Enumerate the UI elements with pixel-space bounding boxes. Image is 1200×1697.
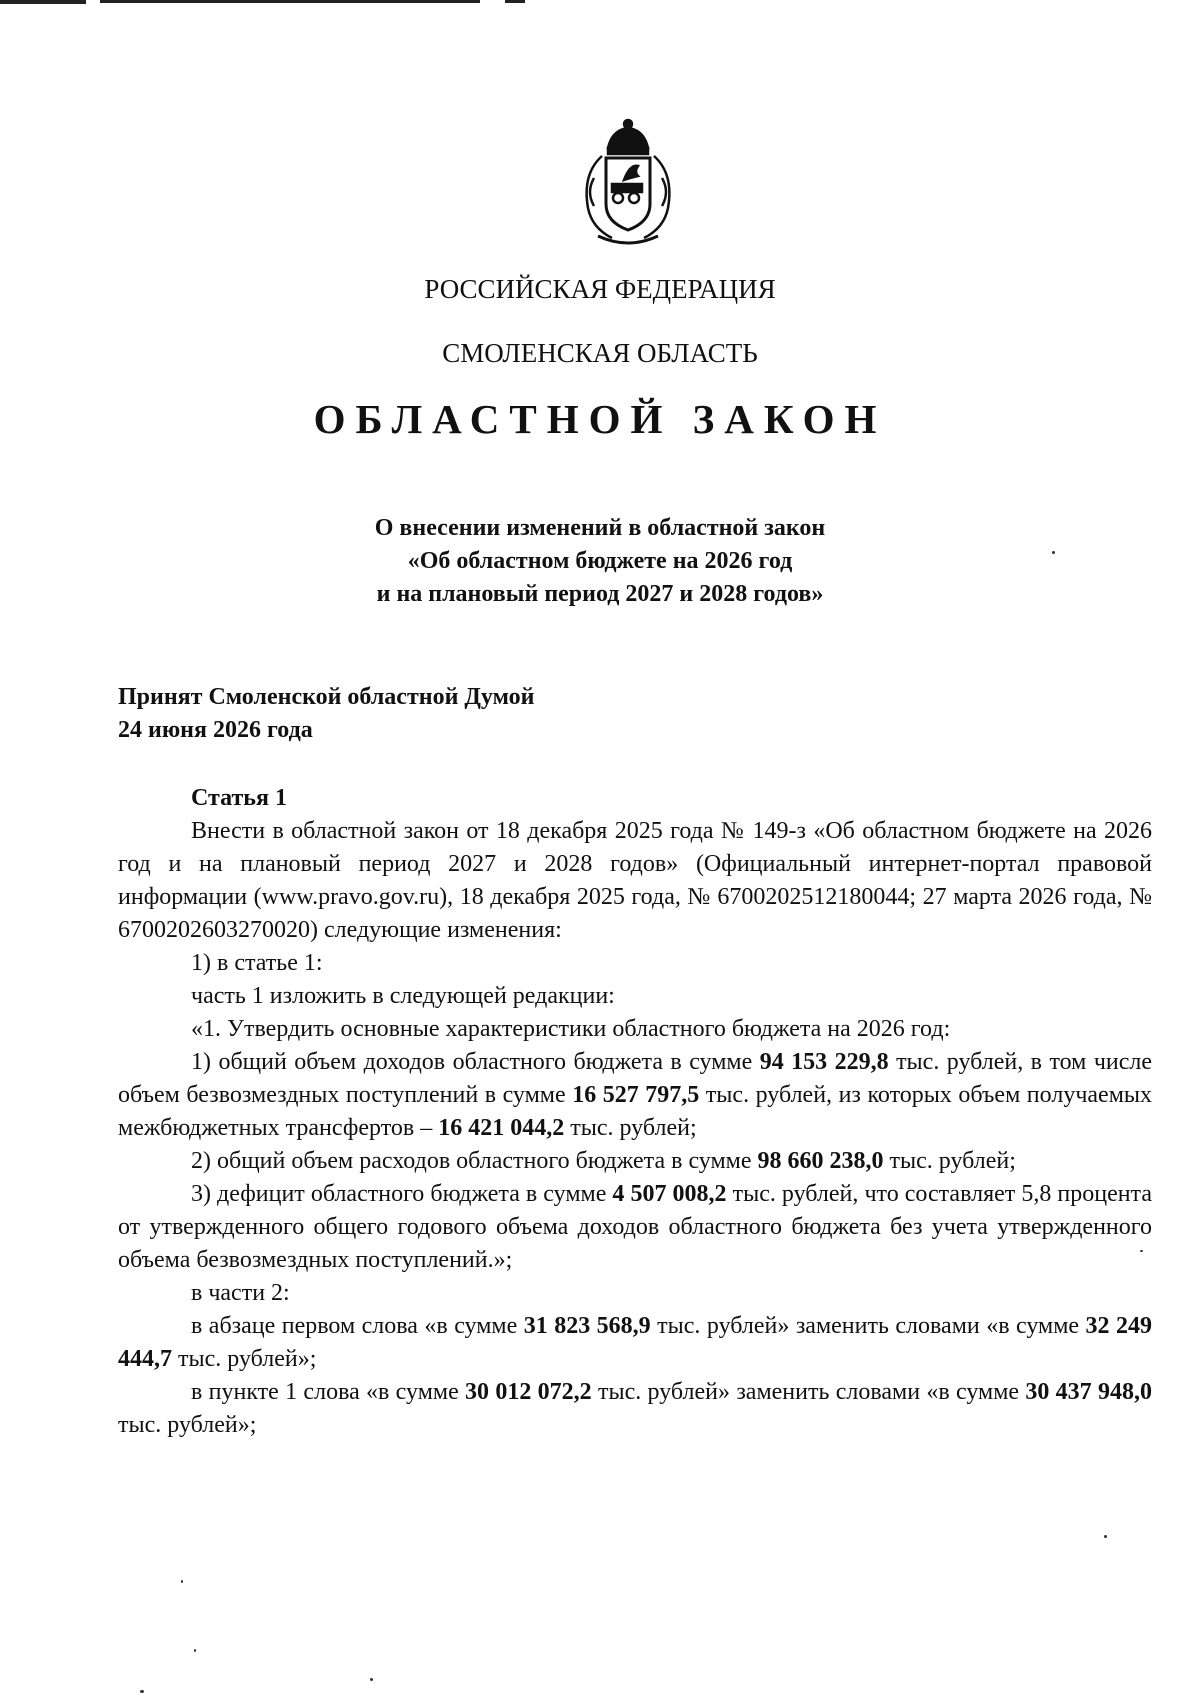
text-fragment: тыс. рублей, что составляет 5,8 процента от утвержденного общего годового объема доходов областного бюджета без учета утвержденного объема безвозмездных поступлений.»; [118, 1181, 1152, 1273]
amount-value: 4 507 008,2 [612, 1181, 727, 1207]
expenses-paragraph [118, 1145, 1152, 1178]
text-fragment: тыс. рублей; [564, 1115, 697, 1141]
text-fragment: 1) общий объем доходов областного бюджета в сумме [191, 1049, 760, 1075]
amount-value: 30 437 948,0 [1025, 1379, 1152, 1405]
country-heading: РОССИЙСКАЯ ФЕДЕРАЦИЯ [424, 274, 776, 304]
amount-value: 32 249 444,7 [118, 1313, 1152, 1372]
region-heading: СМОЛЕНСКАЯ ОБЛАСТЬ [442, 338, 758, 368]
law-title-line: «Об областном бюджете на 2026 год [407, 548, 793, 574]
replacement-paragraph [118, 1310, 1152, 1376]
amendment-part-intro: в части 2: [191, 1280, 290, 1306]
amount-value: 16 527 797,5 [572, 1082, 700, 1108]
text-fragment: тыс. рублей, в том числе объем безвозмездных поступлений в сумме [118, 1049, 1153, 1108]
amendment-part-intro: часть 1 изложить в следующей редакции: [191, 983, 615, 1009]
text-fragment: тыс. рублей» заменить словами «в сумме [591, 1379, 1026, 1405]
text-fragment: тыс. рублей, из которых объем получаемых межбюджетных трансфертов – [118, 1082, 1153, 1141]
amount-value: 31 823 568,9 [523, 1313, 651, 1339]
text-fragment: тыс. рублей»; [172, 1346, 317, 1372]
coat-of-arms-icon [568, 118, 688, 250]
text-fragment: в пункте 1 слова «в сумме [191, 1379, 466, 1405]
text-fragment: тыс. рублей» заменить словами «в сумме [650, 1313, 1086, 1339]
text-fragment: 3) дефицит областного бюджета в сумме [191, 1181, 613, 1207]
adoption-date: 24 июня 2026 года [118, 717, 313, 743]
amount-value: 30 012 072,2 [465, 1379, 592, 1405]
article-heading: Статья 1 [191, 785, 287, 811]
adoption-note [118, 681, 534, 747]
article-intro: Внести в областной закон от 18 декабря 2025 года № 149-з «Об областном бюджете на 2026 год и на плановый период 2027 и 2028 годов» (Официальный интернет-портал правовой информации (www.pravo.gov.ru), 18 декабря 2025 года, № 6700202512180044; 27 марта 2026 года, № 6700202603270020) следующие изменения: [118, 818, 1152, 943]
law-title-line: и на плановый период 2027 и 2028 годов» [376, 581, 824, 607]
amount-value: 94 153 229,8 [759, 1049, 889, 1075]
deficit-paragraph [118, 1178, 1152, 1277]
adoption-body: Принят Смоленской областной Думой [118, 684, 535, 710]
text-fragment: тыс. рублей; [883, 1148, 1016, 1174]
article-body [118, 782, 1152, 1442]
law-title [0, 512, 1200, 611]
amendment-item: 1) в статье 1: [191, 950, 323, 976]
law-title-line: О внесении изменений в областной закон [374, 515, 826, 541]
scan-artifact [0, 0, 1200, 5]
income-paragraph [118, 1046, 1152, 1145]
amount-value: 16 421 044,2 [438, 1115, 565, 1141]
text-fragment: тыс. рублей»; [118, 1412, 257, 1438]
text-fragment: 2) общий объем расходов областного бюджета в сумме [191, 1148, 758, 1174]
text-fragment: в абзаце первом слова «в сумме [191, 1313, 524, 1339]
document-type-heading: ОБЛАСТНОЙ ЗАКОН [313, 396, 887, 442]
quoted-part-start: «1. Утвердить основные характеристики областного бюджета на 2026 год: [191, 1016, 951, 1042]
amount-value: 98 660 238,0 [757, 1148, 884, 1174]
replacement-paragraph [118, 1376, 1152, 1442]
